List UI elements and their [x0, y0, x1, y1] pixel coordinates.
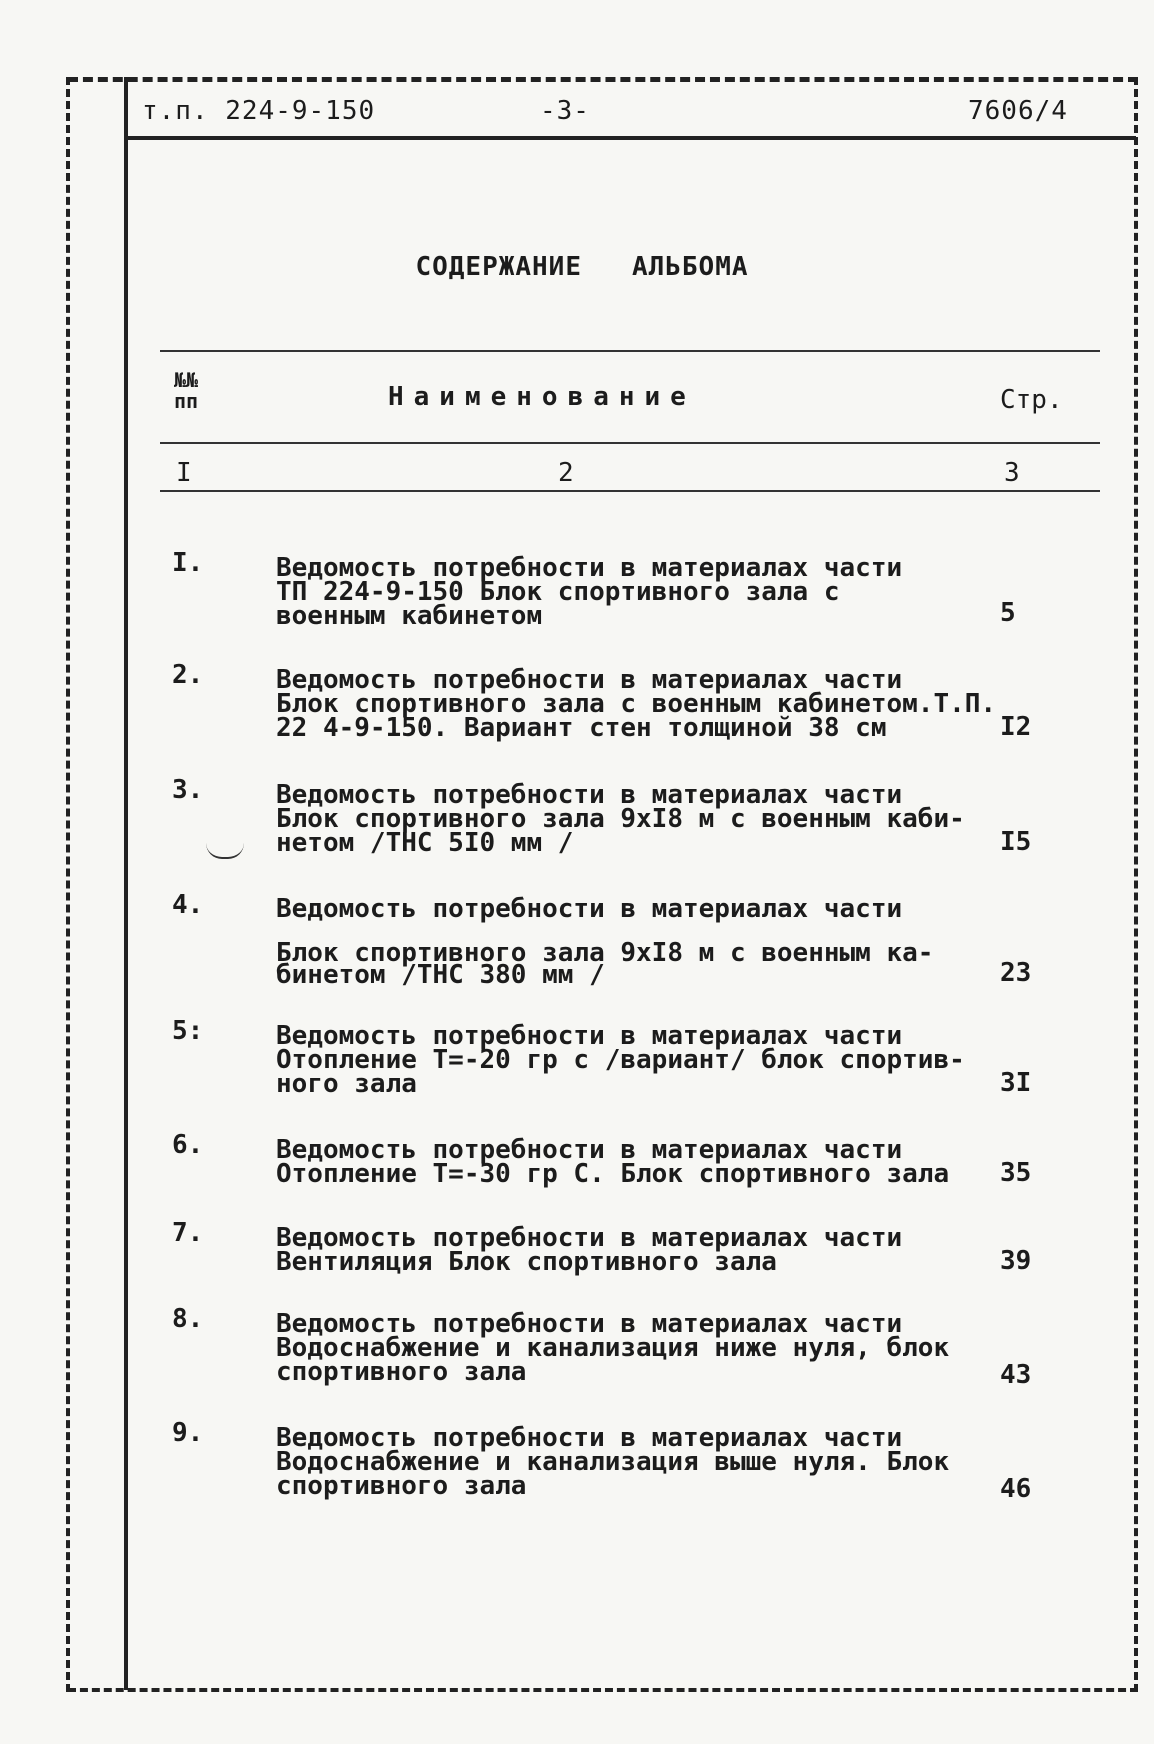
entry-page: 35: [1000, 1158, 1032, 1188]
entry-page: I5: [1000, 827, 1032, 857]
entry-number: 3.: [172, 775, 204, 805]
table-top-rule: [160, 350, 1100, 352]
column-index-1: I: [176, 458, 192, 488]
frame-bottom-border: [68, 1688, 1138, 1692]
column-header-name: Наименование: [388, 382, 696, 412]
entry-page: 23: [1000, 958, 1032, 988]
pen-mark: [206, 843, 244, 859]
entry-title: Ведомость потребности в материалах части Вентиляция Блок спортивного зала: [276, 1223, 903, 1277]
frame-left-border: [66, 77, 70, 1692]
entry-number: 4.: [172, 890, 204, 920]
entry-page: 5: [1000, 598, 1016, 628]
page-title: СОДЕРЖАНИЕ АЛЬБОМА: [415, 252, 749, 282]
frame-top-border: [68, 77, 1138, 82]
table-index-rule: [160, 490, 1100, 492]
entry-number: 6.: [172, 1130, 204, 1160]
entry-page: 43: [1000, 1360, 1032, 1390]
entry-number: 5:: [172, 1016, 204, 1046]
table-header-rule: [160, 442, 1100, 444]
entry-title: Ведомость потребности в материалах части Отопление Т=-30 гр С. Блок спортивного зала: [276, 1135, 950, 1189]
entry-number: 7.: [172, 1218, 204, 1248]
entry-title: Ведомость потребности в материалах части Блок спортивного зала с военным кабинетом.Т.П. 22 4-9-150. Вариант стен толщиной 38 см: [276, 665, 997, 743]
entry-number: 2.: [172, 660, 204, 690]
frame-right-border: [1134, 77, 1138, 1692]
entry-page: 46: [1000, 1474, 1032, 1504]
entry-page: 3I: [1000, 1068, 1032, 1098]
column-header-number: №№ пп: [174, 368, 199, 413]
entry-title: Ведомость потребности в материалах части Водоснабжение и канализация ниже нуля, блок спортивного зала: [276, 1309, 950, 1387]
entry-number: 9.: [172, 1418, 204, 1448]
entry-number: I.: [172, 548, 204, 578]
entry-title: Ведомость потребности в материалах части Блок спортивного зала 9хI8 м с военным ка- бинетом /ТНС 380 мм /: [276, 894, 934, 990]
entry-title: Ведомость потребности в материалах части Блок спортивного зала 9хI8 м с военным каби- нетом /ТНС 5I0 мм /: [276, 780, 965, 858]
page-marker: -3-: [540, 96, 590, 126]
column-index-3: 3: [1004, 458, 1020, 488]
entry-title: Ведомость потребности в материалах части Водоснабжение и канализация выше нуля. Блок спортивного зала: [276, 1423, 950, 1501]
header-rule: [124, 136, 1136, 140]
entry-number: 8.: [172, 1304, 204, 1334]
column-header-page: Стр.: [1000, 385, 1063, 415]
entry-title: Ведомость потребности в материалах части Отопление Т=-20 гр с /вариант/ блок спортив- ного зала: [276, 1021, 965, 1099]
document-code: т.п. 224-9-150: [142, 96, 376, 126]
column-index-2: 2: [558, 458, 574, 488]
inventory-number: 7606/4: [968, 96, 1068, 126]
entry-page: 39: [1000, 1246, 1032, 1276]
entry-title: Ведомость потребности в материалах части ТП 224-9-150 Блок спортивного зала с военным кабинетом: [276, 553, 903, 631]
entry-page: I2: [1000, 712, 1032, 742]
binding-margin-line: [124, 77, 128, 1690]
